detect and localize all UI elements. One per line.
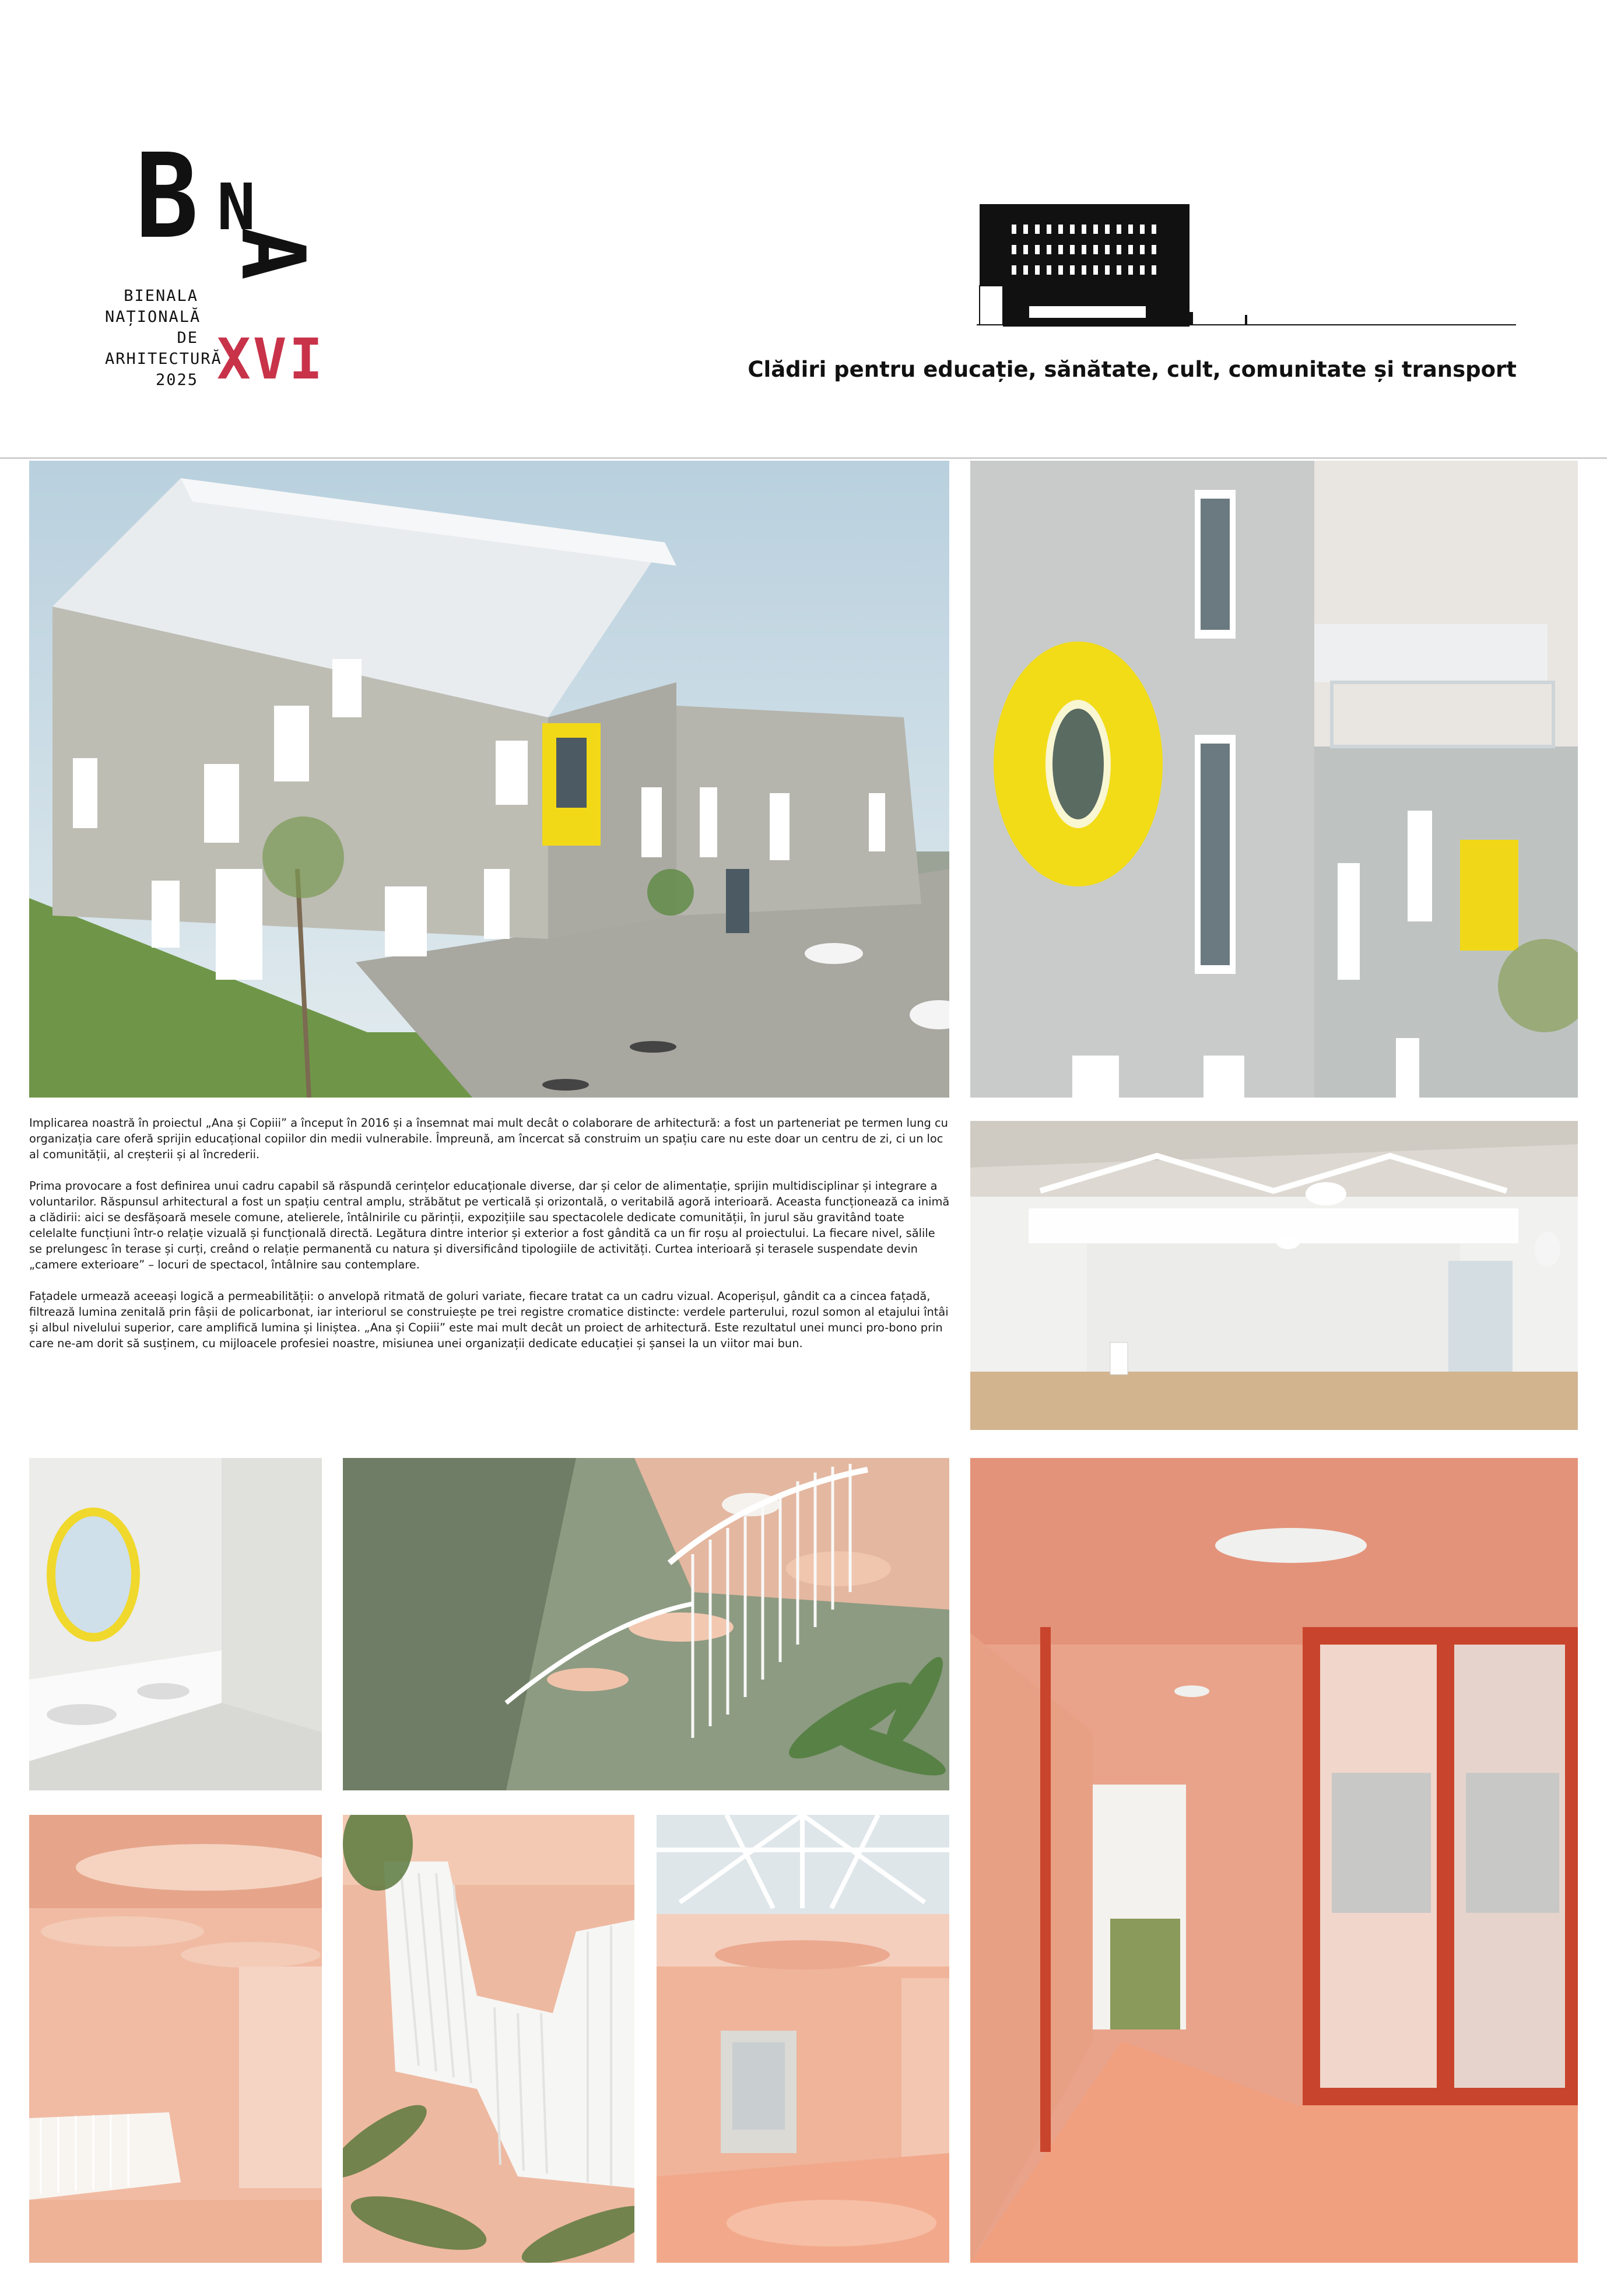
category-title: Clădiri pentru educație, sănătate, cult, comunitate și transport bbox=[748, 357, 1517, 382]
project-description bbox=[29, 1115, 950, 1367]
photo-skylight-salmon-room bbox=[657, 1815, 949, 2263]
photo-green-stair-atrium bbox=[343, 1458, 949, 1790]
photo-yellow-circular-window bbox=[970, 461, 1578, 1098]
description-paragraph: Fațadele urmează aceeași logică a permeabilității: o anvelopă ritmată de goluri variate, fiecare tratat ca un cadru vizual. Acoperișul, gândit ca a cincea fațadă, filtrează lumina zenitală prin fâșii de policarbonat, iar interiorul se construiește pe trei registre cromatice distincte: verdele parterului, rozul somon al etajului întâi și albul nivelului superior, care amplifică lumina și liniștea. „Ana și Copiii” este mai mult decât un proiect de arhitectură. Este rezultatul unei munci pro-bono prin care ne-am dorit să susținem, cu mijloacele profesiei noastre, misiunea unei organizații dedicate educației și șansei la un viitor mai bun. bbox=[29, 1289, 949, 1350]
description-paragraph: Prima provocare a fost definirea unui cadru capabil să răspundă cerințelor educaționale diverse, dar și celor de alimentație, sprijin multidisciplinar și integrare a voluntarilor. Răspunsul arhitectural a fost un spațiu central amplu, străbătut pe verticală și orizontală, o veritabilă agoră interioară. Aceasta funcționează ca inimă a clădirii: aici se desfășoară mesele comune, atelierele, întâlnirile cu părinții, expozițiile sau spectacolele dedicate comunității, în jurul său gravitând toate celelalte funcțiuni într-o relație vizuală și funcțională directă. Legătura dintre interior și exterior a fost gândită ca un fir roșu al proiectului. La fiecare nivel, sălile se prelungesc în terase și curți, creând o relație permanentă cu natura și diversificând tipologiile de activități. Curtea interioară și terasele suspendate devin „camere exterioare” – locuri de spectacol, întâlnire sau contemplare. bbox=[29, 1179, 950, 1271]
photo-salmon-corridor bbox=[970, 1458, 1578, 2263]
logo-letter-b: B bbox=[135, 129, 199, 265]
photo-salmon-hall-stair bbox=[29, 1815, 322, 2263]
photo-round-window-washroom bbox=[29, 1458, 322, 1790]
logo-letter-n: N bbox=[217, 170, 256, 244]
description-paragraph: Implicarea noastră în proiectul „Ana și Copiii” a început în 2016 și a însemnat mai mult decât o colaborare de arhitectură: a fost un parteneriat pe termen lung cu organizația care oferă sprijin educațional copiilor din medii vulnerabile. Împreună, am încercat să construim un spațiu care nu este doar un centru de zi, ci un loc al comunității, al creșterii și al încrederii. bbox=[29, 1116, 948, 1161]
header-divider bbox=[0, 457, 1607, 459]
photo-white-vertical-stair bbox=[343, 1815, 634, 2263]
building-elevation-icon bbox=[977, 201, 1516, 335]
logo-subtitle: BIENALA NAȚIONALĂ DE ARHITECTURĂ 2025 bbox=[105, 287, 222, 389]
logo-letter-a: A bbox=[222, 227, 324, 281]
photo-exterior-facade bbox=[29, 461, 949, 1098]
photo-white-skylight-hall bbox=[970, 1121, 1578, 1430]
logo-edition: XVI bbox=[217, 327, 325, 392]
